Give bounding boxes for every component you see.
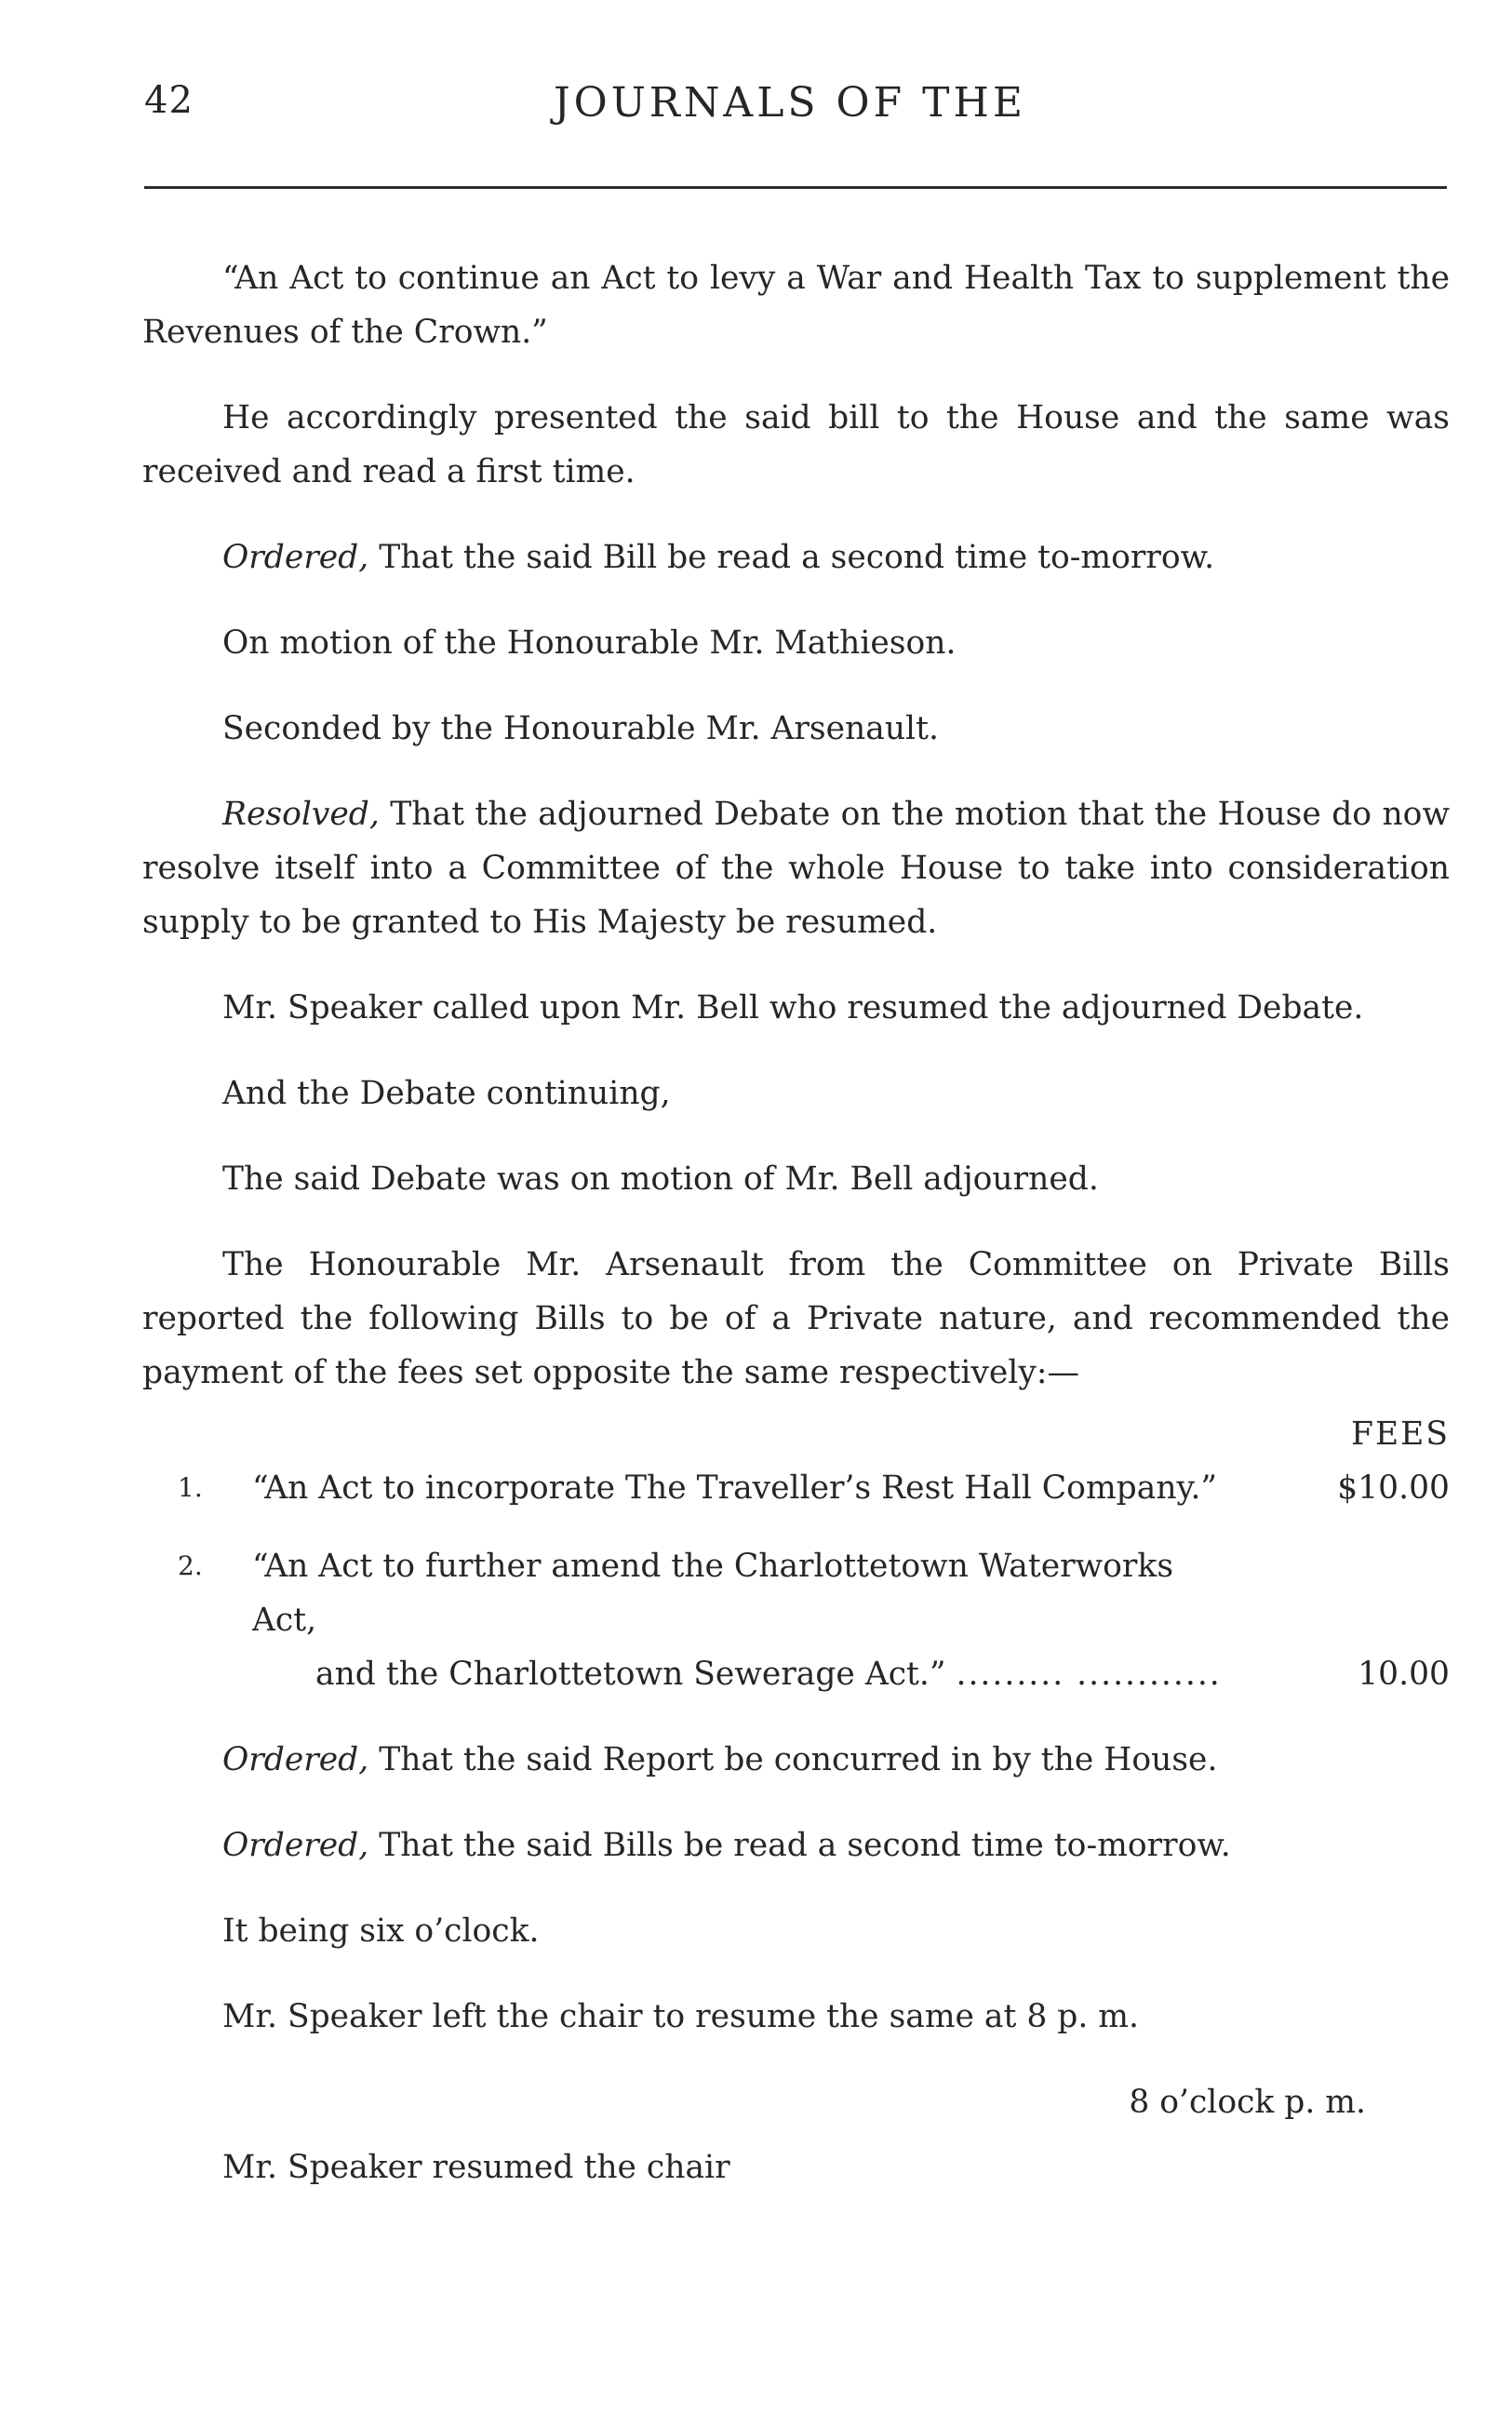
fee-item-text: “An Act to incorporate The Traveller’s Rest Hall Company.” bbox=[252, 1469, 1218, 1507]
header-rule bbox=[144, 186, 1447, 189]
motion-moved: On motion of the Honourable Mr. Mathieson. bbox=[222, 624, 957, 662]
page-header bbox=[144, 79, 1447, 135]
fee-item bbox=[142, 1461, 1450, 1515]
debate-resumed: Mr. Speaker called upon Mr. Bell who resumed the adjourned Debate. bbox=[222, 989, 1364, 1026]
ordered-report-concurred bbox=[142, 1733, 1450, 1787]
page-number: 42 bbox=[144, 79, 194, 122]
speaker-left-chair: Mr. Speaker left the chair to resume the same at 8 p. m. bbox=[222, 1998, 1139, 2035]
fee-item-text-line1: “An Act to further amend the Charlottetown Waterworks Act, bbox=[252, 1548, 1174, 1639]
journal-body bbox=[142, 251, 1450, 2226]
bill-title-paragraph: “An Act to continue an Act to levy a War and Health Tax to supplement the Revenues of the Crown.” bbox=[142, 260, 1450, 351]
fee-item-text-line2: and the Charlottetown Sewerage Act.” bbox=[315, 1656, 946, 1693]
fee-item bbox=[142, 1539, 1450, 1701]
fee-item-amount: $10.00 bbox=[1337, 1469, 1450, 1507]
ordered-label: Ordered, bbox=[222, 1741, 369, 1778]
fee-item-text-line2-row bbox=[142, 1647, 1450, 1701]
running-head: JOURNALS OF THE bbox=[554, 79, 1026, 127]
ordered-text: That the said Bills be read a second time to-morrow. bbox=[368, 1827, 1231, 1864]
resolved-paragraph bbox=[142, 787, 1450, 949]
evening-time: 8 o’clock p. m. bbox=[1129, 2084, 1366, 2121]
fee-item-leader: ......... ............ bbox=[956, 1656, 1222, 1693]
fee-item-number: 2. bbox=[178, 1550, 203, 1581]
bill-presented-paragraph: He accordingly presented the said bill to the House and the same was received and read a first time. bbox=[142, 399, 1450, 490]
six-oclock-line: It being six o’clock. bbox=[222, 1912, 540, 1950]
ordered-second-reading-bill bbox=[142, 530, 1450, 584]
private-bills-report: The Honourable Mr. Arsenault from the Committee on Private Bills reported the following Bills to be of a Private nature, and recommended the payment of the fees set opposite the same respectively:— bbox=[142, 1246, 1450, 1391]
ordered-bills-second-reading bbox=[142, 1818, 1450, 1872]
speaker-resumed-chair: Mr. Speaker resumed the chair bbox=[222, 2149, 730, 2186]
resolved-label: Resolved, bbox=[222, 796, 380, 833]
ordered-label: Ordered, bbox=[222, 539, 369, 576]
resolved-text: That the adjourned Debate on the motion that the House do now resolve itself into a Committee of the whole House to take into consideration supply to be granted to His Majesty be resumed. bbox=[142, 796, 1450, 941]
motion-seconded: Seconded by the Honourable Mr. Arsenault. bbox=[222, 710, 939, 747]
fee-item-number: 1. bbox=[178, 1472, 203, 1503]
debate-adjourned: The said Debate was on motion of Mr. Bell adjourned. bbox=[222, 1160, 1099, 1198]
fees-heading: FEES bbox=[1351, 1415, 1450, 1453]
ordered-text: That the said Bill be read a second time to-morrow. bbox=[368, 539, 1215, 576]
debate-continuing: And the Debate continuing, bbox=[222, 1075, 671, 1112]
ordered-text: That the said Report be concurred in by the House. bbox=[368, 1741, 1218, 1778]
ordered-label: Ordered, bbox=[222, 1827, 369, 1864]
fee-item-amount: 10.00 bbox=[1358, 1656, 1450, 1693]
